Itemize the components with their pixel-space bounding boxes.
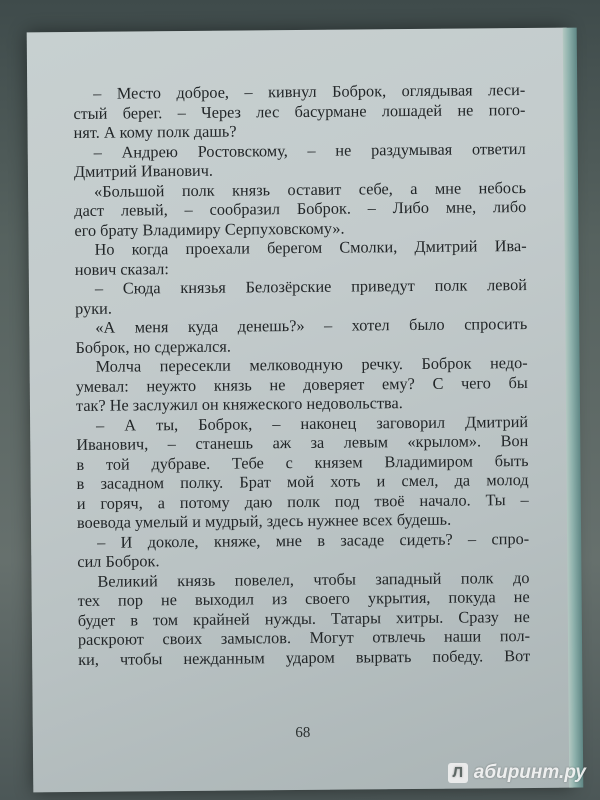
text-line: руки. xyxy=(75,298,112,318)
text-line: Иванович, – станешь аж за левым «крылом». Вон xyxy=(76,431,529,454)
watermark-text: абиринт.ру xyxy=(473,762,586,783)
labirint-watermark xyxy=(448,762,586,784)
text-line: так? Не заслужил он княжеского недовольства. xyxy=(75,393,403,415)
labirint-logo-icon: Л xyxy=(448,763,468,783)
text-line: в той дубраве. Тебе с князем Владимиром быть xyxy=(76,450,529,474)
text-line: Боброк, но сдержался. xyxy=(75,336,231,357)
text-line: Молча пересекли мелководную речку. Боброк недо- xyxy=(95,353,528,376)
text-line: раскроют своих замыслов. Могут отвлечь наши пол- xyxy=(77,626,531,649)
page-number: 68 xyxy=(295,724,311,742)
text-line: Но когда проехали берегом Смолки, Дмитрий Ива- xyxy=(94,236,527,259)
text-line: его брату Владимиру Серпуховскому». xyxy=(74,218,345,240)
text-line: – Место доброе, – кивнул Боброк, оглядывая леси- xyxy=(93,80,526,103)
text-line: Дмитрий Иванович. xyxy=(73,160,214,181)
text-line: – Сюда князья Белозёрские приведут полк левой xyxy=(94,275,527,298)
text-line: «Большой полк князь оставит себе, а мне небось xyxy=(93,177,527,201)
text-line: даст левый, – сообразил Боброк. – Либо мне, либо xyxy=(74,197,527,220)
text-line: Великий князь повелел, чтобы западный полк до xyxy=(97,567,530,591)
book-page xyxy=(27,28,574,793)
text-line: будет в том крайней нужды. Татары хитры. Сразу не xyxy=(77,606,530,630)
body-text xyxy=(73,80,530,669)
text-line: и горяч, а потому даю полк под твоё начало. Ты – xyxy=(76,489,529,513)
text-line: «А меня куда денешь?» – хотел было спросить xyxy=(95,314,528,337)
text-line: – Андрею Ростовскому, – не раздумывая ответил xyxy=(93,138,526,162)
text-line: воевода умелый и мудрый, здесь нужнее всех будешь. xyxy=(76,509,452,532)
text-line: нят. А кому полк дашь? xyxy=(73,121,237,142)
text-line: тех пор не выходил из своего укрытия, покуда не xyxy=(77,587,530,610)
text-line: в засадном полку. Брат мой хоть и смел, да молод xyxy=(76,470,529,493)
text-line: нович сказал: xyxy=(74,258,169,279)
text-line: сил Боброк. xyxy=(77,551,160,571)
text-line: ки, чтобы нежданным ударом вырвать победу. Вот xyxy=(78,645,531,669)
text-line: умевал: неужто князь не доверяет ему? С чего бы xyxy=(75,372,528,396)
book-cover-edge xyxy=(563,28,584,788)
text-line: стый берег. – Через лес басурмане лошадей не пого- xyxy=(73,99,526,123)
text-line: – А ты, Боброк, – наконец заговорил Дмитрий xyxy=(96,411,529,435)
text-line: – И доколе, княже, мне в засаде сидеть? – спро- xyxy=(97,528,530,552)
